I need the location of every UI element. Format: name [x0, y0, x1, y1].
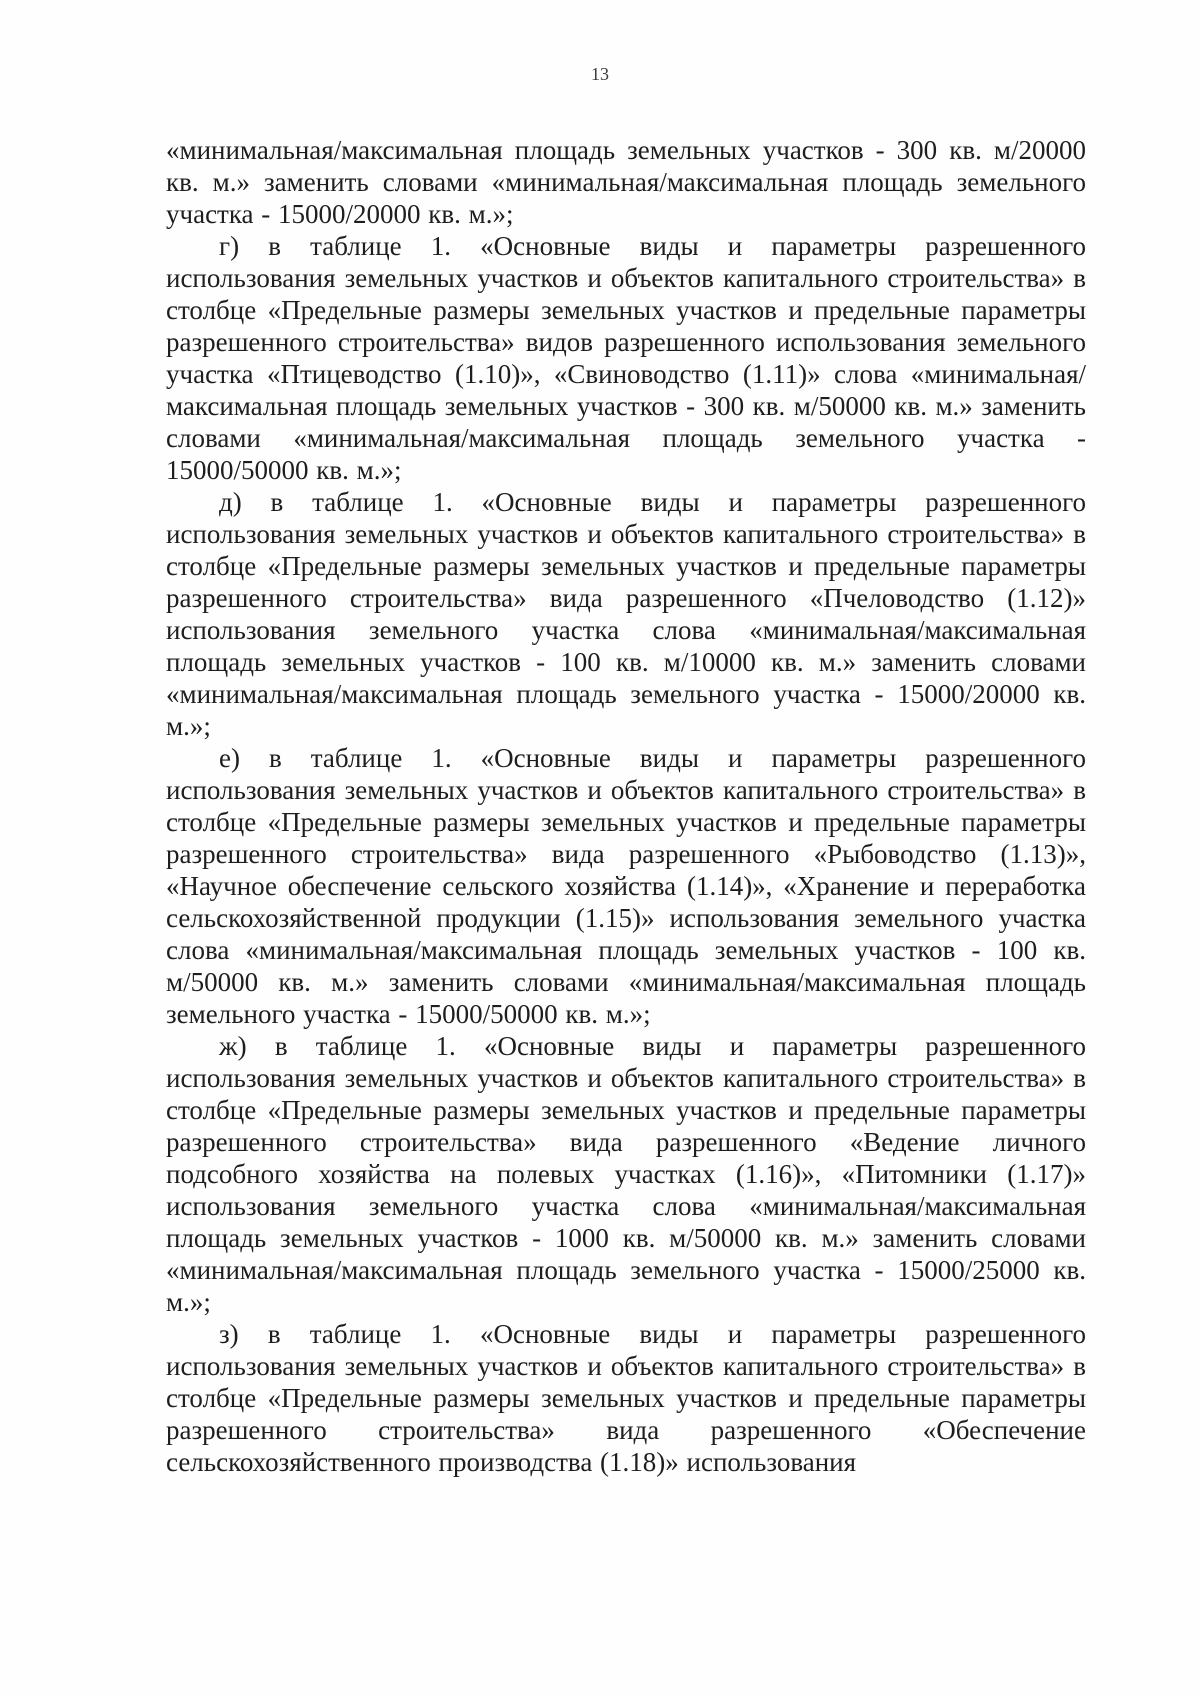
paragraph-item-d: д) в таблице 1. «Основные виды и параметры разрешенного использования земельных участков и объектов капитального строительства» в столбце «Предельные размеры земельных участков и предельные параметры разрешенного строительства» вида разрешенного «Пчеловодство (1.12)» использования земельного участка слова «минимальная/максимальная площадь земельных участков - 100 кв. м/10000 кв. м.» заменить словами «минимальная/максимальная площадь земельного участка - 15000/20000 кв. м.»;: [166, 487, 1086, 741]
document-body: [166, 134, 1086, 1478]
paragraph-item-zh: ж) в таблице 1. «Основные виды и параметры разрешенного использования земельных участков и объектов капитального строительства» в столбце «Предельные размеры земельных участков и предельные параметры разрешенного строительства» вида разрешенного «Ведение личного подсобного хозяйства на полевых участках (1.16)», «Питомники (1.17)» использования земельного участка слова «минимальная/максимальная площадь земельных участков - 1000 кв. м/50000 кв. м.» заменить словами «минимальная/максимальная площадь земельного участка - 15000/25000 кв. м.»;: [166, 1031, 1086, 1317]
paragraph-item-e: е) в таблице 1. «Основные виды и параметры разрешенного использования земельных участков и объектов капитального строительства» в столбце «Предельные размеры земельных участков и предельные параметры разрешенного строительства» вида разрешенного «Рыбоводство (1.13)», «Научное обеспечение сельского хозяйства (1.14)», «Хранение и переработка сельскохозяйственной продукции (1.15)» использования земельного участка слова «минимальная/максимальная площадь земельных участков - 100 кв. м/50000 кв. м.» заменить словами «минимальная/максимальная площадь земельного участка - 15000/50000 кв. м.»;: [166, 743, 1086, 1029]
paragraph-continuation: «минимальная/максимальная площадь земельных участков - 300 кв. м/20000 кв. м.» заменить словами «минимальная/максимальная площадь земельного участка - 15000/20000 кв. м.»;: [166, 135, 1086, 229]
page-number: 13: [591, 64, 609, 84]
paragraph-item-z: з) в таблице 1. «Основные виды и параметры разрешенного использования земельных участков и объектов капитального строительства» в столбце «Предельные размеры земельных участков и предельные параметры разрешенного строительства» вида разрешенного «Обеспечение сельскохозяйственного производства (1.18)» использования: [166, 1319, 1086, 1477]
paragraph-item-g: г) в таблице 1. «Основные виды и параметры разрешенного использования земельных участков и объектов капитального строительства» в столбце «Предельные размеры земельных участков и предельные параметры разрешенного строительства» видов разрешенного использования земельного участка «Птицеводство (1.10)», «Свиноводство (1.11)» слова «минимальная/максимальная площадь земельных участков - 300 кв. м/50000 кв. м.» заменить словами «минимальная/максимальная площадь земельного участка - 15000/50000 кв. м.»;: [166, 231, 1086, 485]
